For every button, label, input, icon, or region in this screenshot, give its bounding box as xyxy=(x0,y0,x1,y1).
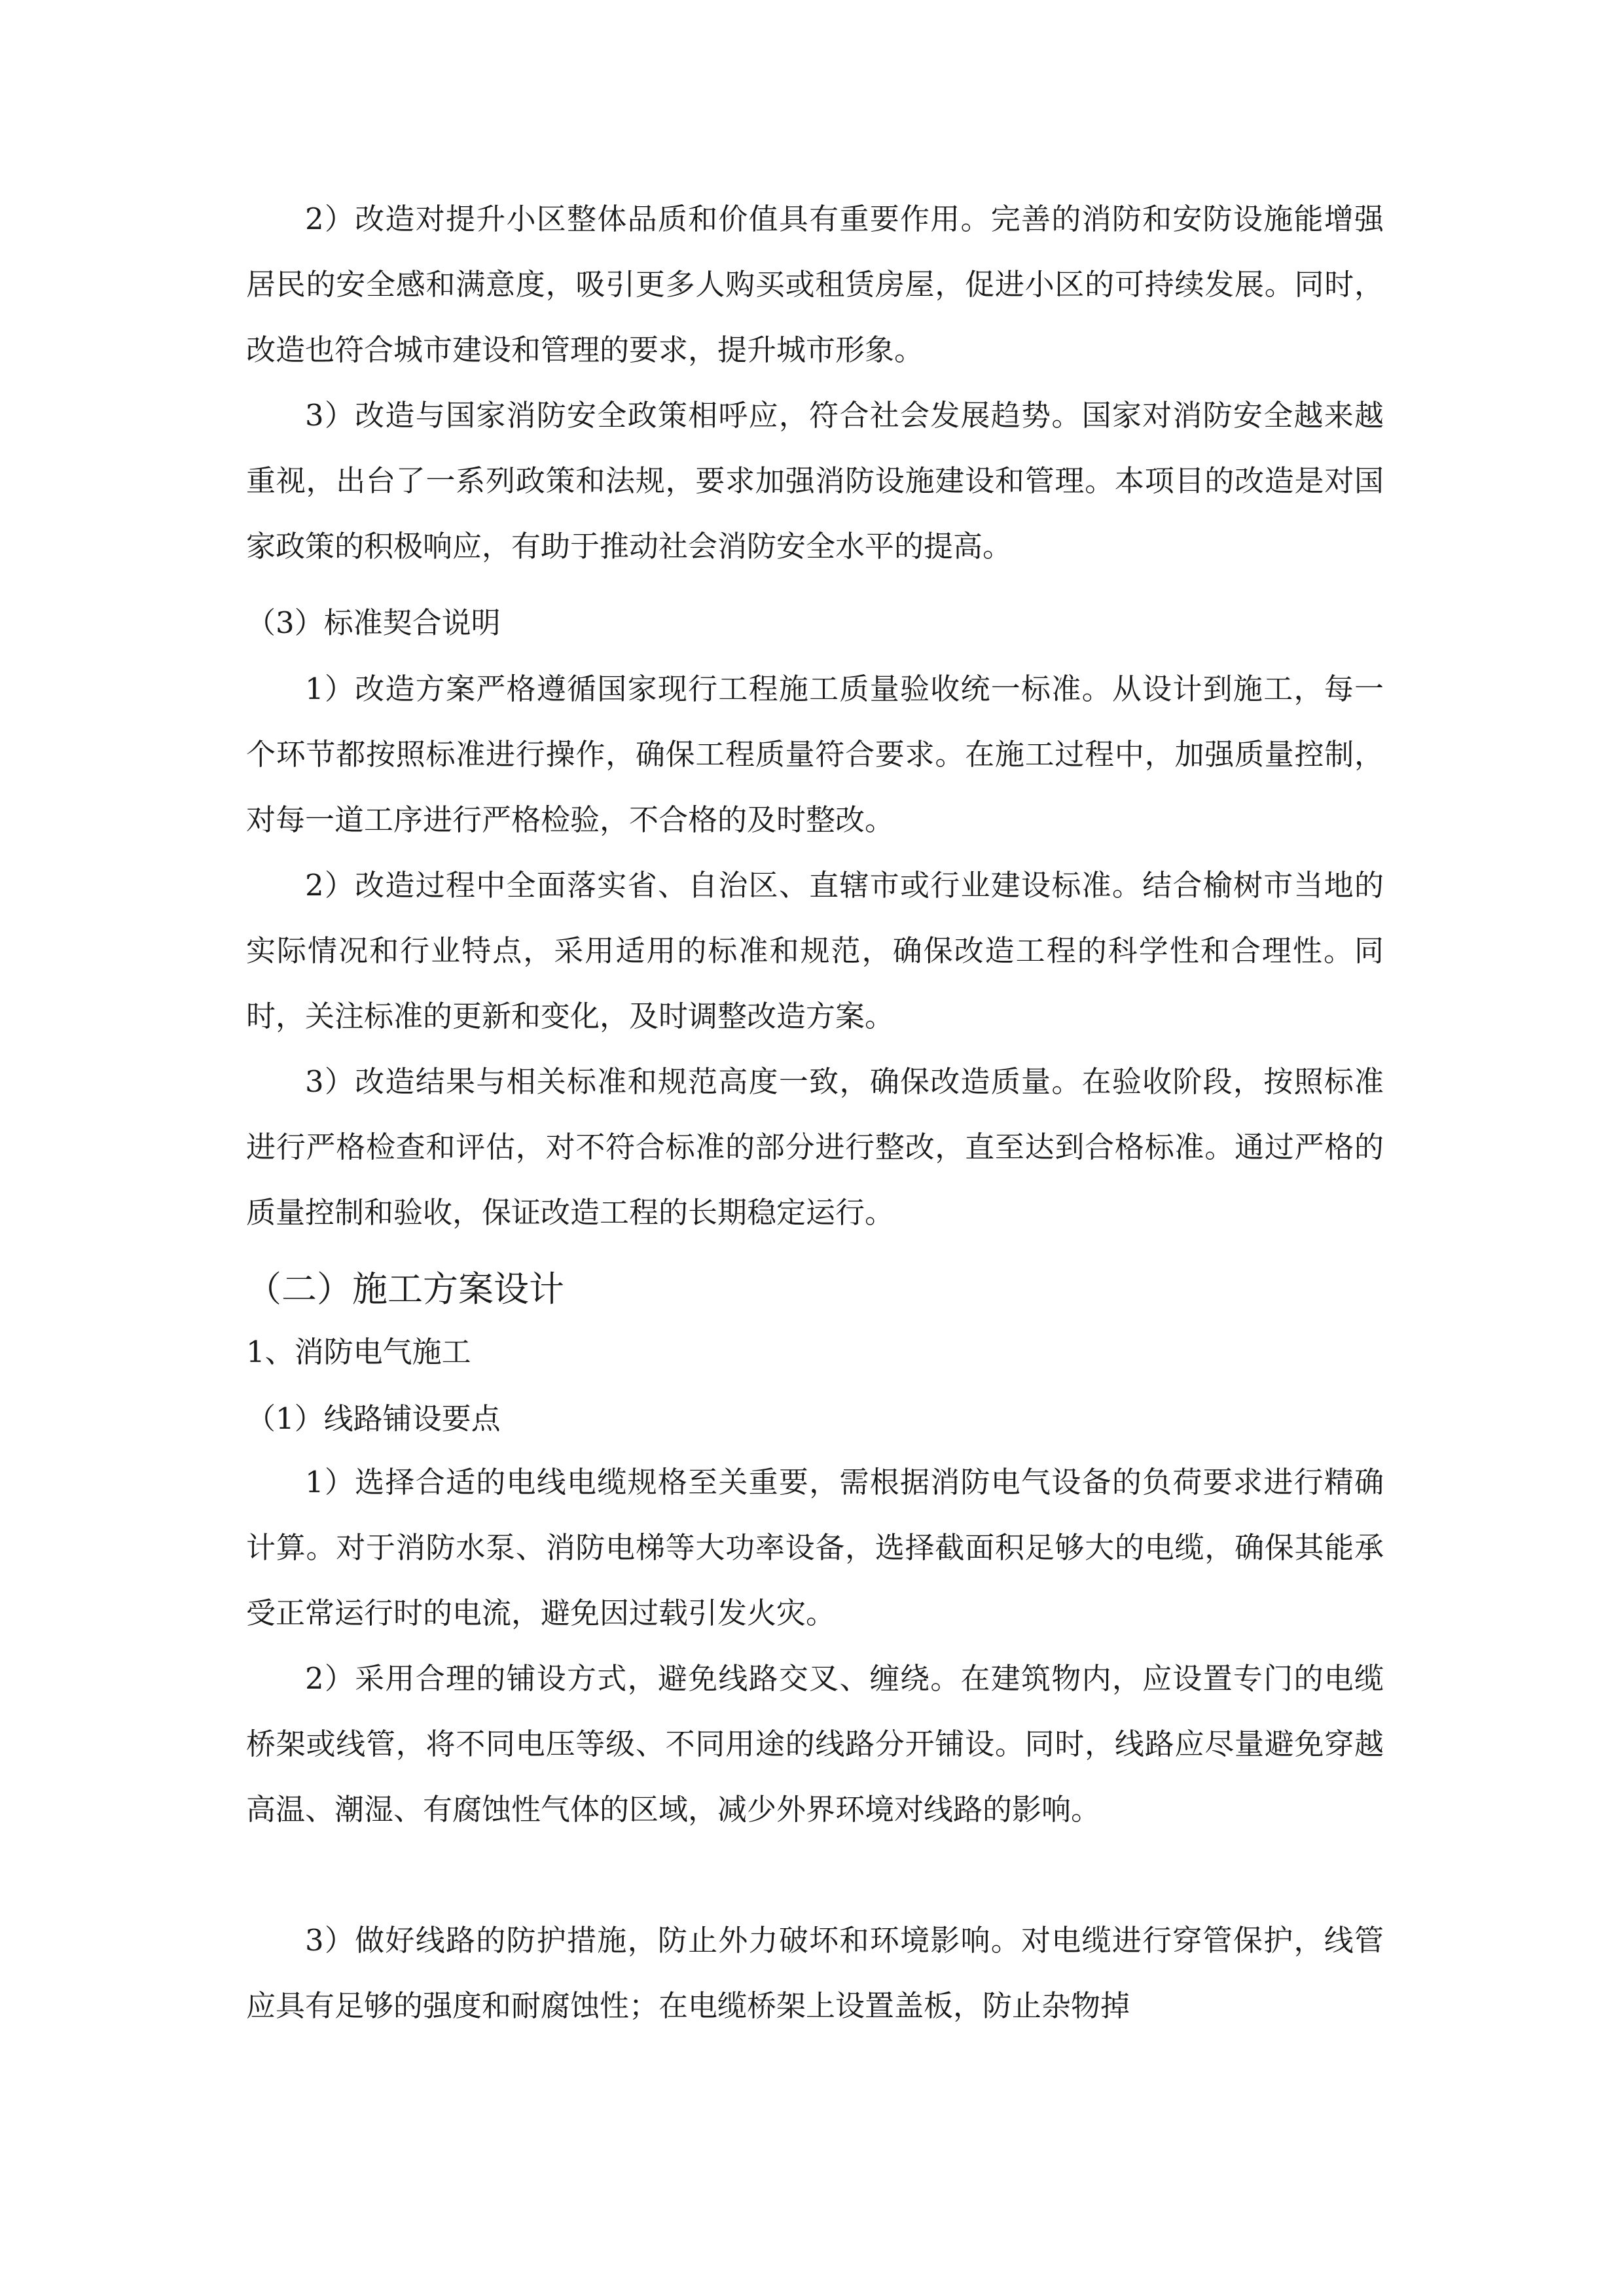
paragraph-standard-3: 3）改造结果与相关标准和规范高度一致，确保改造质量。在验收阶段，按照标准进行严格检查和评估，对不符合标准的部分进行整改，直至达到合格标准。通过严格的质量控制和验收，保证改造工程的长期稳定运行。 xyxy=(246,1064,1384,1230)
paragraph-wiring-2: 2）采用合理的铺设方式，避免线路交叉、缠绕。在建筑物内，应设置专门的电缆桥架或线管，将不同电压等级、不同用途的线路分开铺设。同时，线路应尽量避免穿越高温、潮湿、有腐蚀性气体的区域，减少外界环境对线路的影响。 xyxy=(246,1661,1384,1827)
paragraph-policy-response: 3）改造与国家消防安全政策相呼应，符合社会发展趋势。国家对消防安全越来越重视，出台了一系列政策和法规，要求加强消防设施建设和管理。本项目的改造是对国家政策的积极响应，有助于推动社会消防安全水平的提高。 xyxy=(246,398,1384,564)
section-heading-construction-plan: （二）施工方案设计 xyxy=(246,1268,564,1310)
paragraph-quality-value: 2）改造对提升小区整体品质和价值具有重要作用。完善的消防和安防设施能增强居民的安全感和满意度，吸引更多人购买或租赁房屋，促进小区的可持续发展。同时，改造也符合城市建设和管理的要求，提升城市形象。 xyxy=(246,202,1384,367)
paragraph-standard-2: 2）改造过程中全面落实省、自治区、直辖市或行业建设标准。结合榆树市当地的实际情况和行业特点，采用适用的标准和规范，确保改造工程的科学性和合理性。同时，关注标准的更新和变化，及时调整改造方案。 xyxy=(246,868,1384,1033)
paragraph-wiring-1: 1）选择合适的电线电缆规格至关重要，需根据消防电气设备的负荷要求进行精确计算。对于消防水泵、消防电梯等大功率设备，选择截面积足够大的电缆，确保其能承受正常运行时的电流，避免因过载引发火灾。 xyxy=(246,1465,1384,1630)
paragraph-wiring-3: 3）做好线路的防护措施，防止外力破坏和环境影响。对电缆进行穿管保护，线管应具有足够的强度和耐腐蚀性；在电缆桥架上设置盖板，防止杂物掉 xyxy=(246,1923,1384,2023)
paragraph-standard-1: 1）改造方案严格遵循国家现行工程施工质量验收统一标准。从设计到施工，每一个环节都按照标准进行操作，确保工程质量符合要求。在施工过程中，加强质量控制，对每一道工序进行严格检验，不合格的及时整改。 xyxy=(246,672,1384,837)
heading-fire-electrical: 1、消防电气施工 xyxy=(246,1335,471,1369)
heading-wiring-points: （1）线路铺设要点 xyxy=(246,1401,501,1436)
heading-standard-note: （3）标准契合说明 xyxy=(246,605,501,640)
